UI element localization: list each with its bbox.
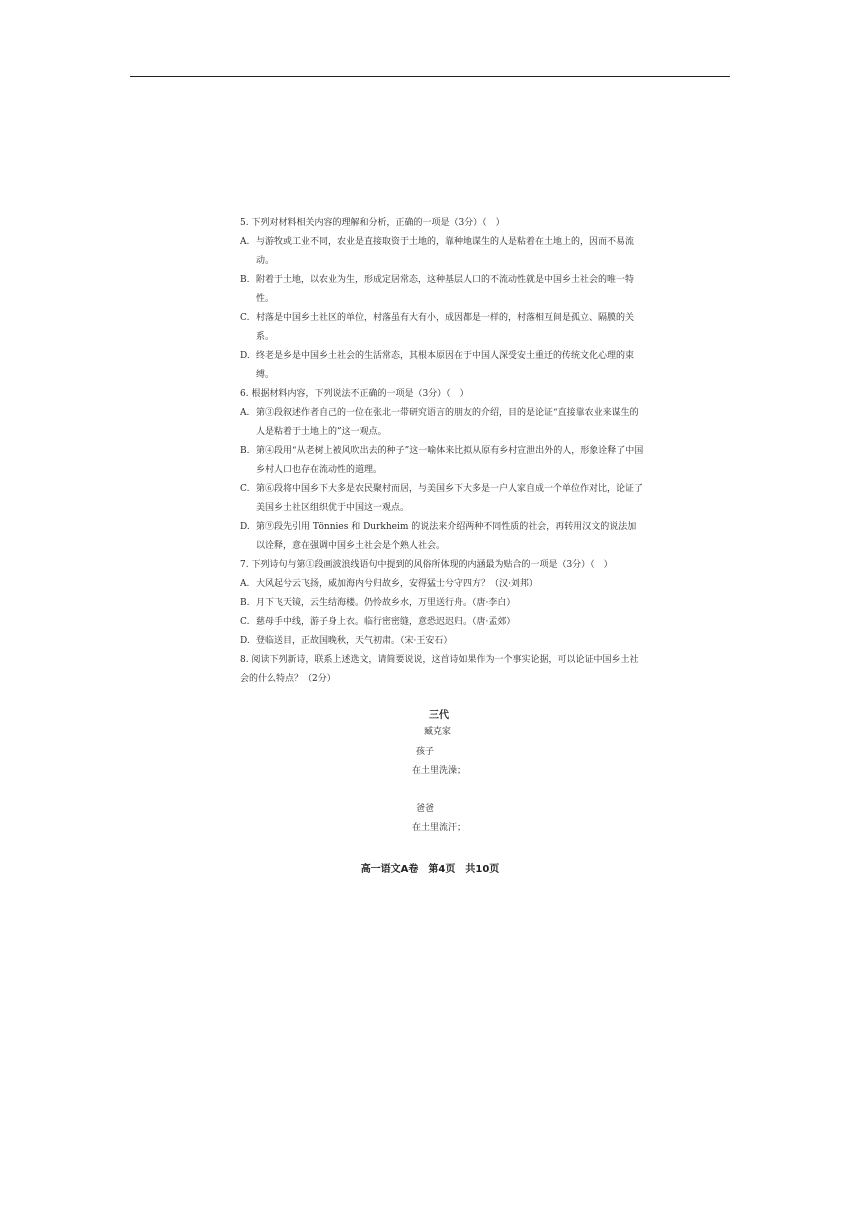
question-5-option-a: A. 与游牧或工业不同，农业是直接取资于土地的，靠种地谋生的人是粘着在土地上的，因而不易流动。 [240,237,635,266]
question-6-stem: 6. 根据材料内容，下列说法不正确的一项是（3分）（ ） [240,389,469,399]
question-6-option-b: B. 第④段用“从老树上被风吹出去的种子”这一喻体来比拟从原有乡村宣泄出外的人，形象诠释了中国乡村人口也存在流动性的道理。 [240,446,644,475]
question-5-option-d: D. 终老是乡是中国乡土社会的生活常态，其根本原因在于中国人深受安土重迁的传统文化心理的束缚。 [240,351,635,380]
question-7-option-b: B. 月下飞天镜，云生结海楼。仍怜故乡水，万里送行舟。（唐·李白） [240,598,516,608]
poem-title: 三代 [429,710,449,721]
poem-line: 在土里流汗； [412,823,467,833]
question-6-option-d: D. 第⑨段先引用 Tönnies 和 Durkheim 的说法来介绍两种不同性质的社会，再转用汉文的说法加以诠释，意在强调中国乡土社会是个熟人社会。 [240,522,637,551]
question-7-option-d: D. 登临送目，正故国晚秋，天气初肃。（宋·王安石） [240,636,453,646]
question-5-option-c: C. 村落是中国乡土社区的单位，村落虽有大有小，成因都是一样的，村落相互间是孤立、隔膜的关系。 [240,313,635,342]
question-6-option-c: C. 第⑥段将中国乡下大多是农民聚村而居，与美国乡下大多是一户人家自成一个单位作对比，论证了美国乡土社区组织优于中国这一观点。 [240,484,644,513]
question-6-option-a: A. 第③段叙述作者自己的一位在张北一带研究语言的朋友的介绍，目的是论证“直接靠农业来谋生的人是粘着于土地上的”这一观点。 [240,408,639,437]
question-7-option-a: A. 大风起兮云飞扬，威加海内兮归故乡，安得猛士兮守四方？（汉·刘邦） [240,579,538,589]
page-footer: 高一语文A卷 第4页 共10页 [360,864,500,875]
question-7-option-c: C. 慈母手中线，游子身上衣。临行密密缝，意恐迟迟归。（唐·孟郊） [240,617,516,627]
question-5-option-b: B. 附着于土地，以农业为生，形成定居常态，这种基层人口的不流动性就是中国乡土社会的唯一特性。 [240,275,635,304]
header-rule [130,76,730,77]
poem-line: 爸爸 [416,804,435,814]
question-block [224,214,644,689]
poem-line: 在土里洗澡； [412,766,467,776]
question-5-stem: 5. 下列对材料相关内容的理解和分析，正确的一项是（3分）（ ） [240,218,505,228]
poem-author: 臧克家 [424,727,452,737]
question-7-stem: 7. 下列诗句与第①段画波浪线语句中提到的风俗所体现的内涵最为贴合的一项是（3分）（ ） [240,560,613,570]
poem-line: 孩子 [416,747,435,757]
question-8-stem: 8. 阅读下列新诗，联系上述选文，请简要说说，这首诗如果作为一个事实论据，可以论证中国乡土社会的什么特点？（2分） [240,655,639,684]
